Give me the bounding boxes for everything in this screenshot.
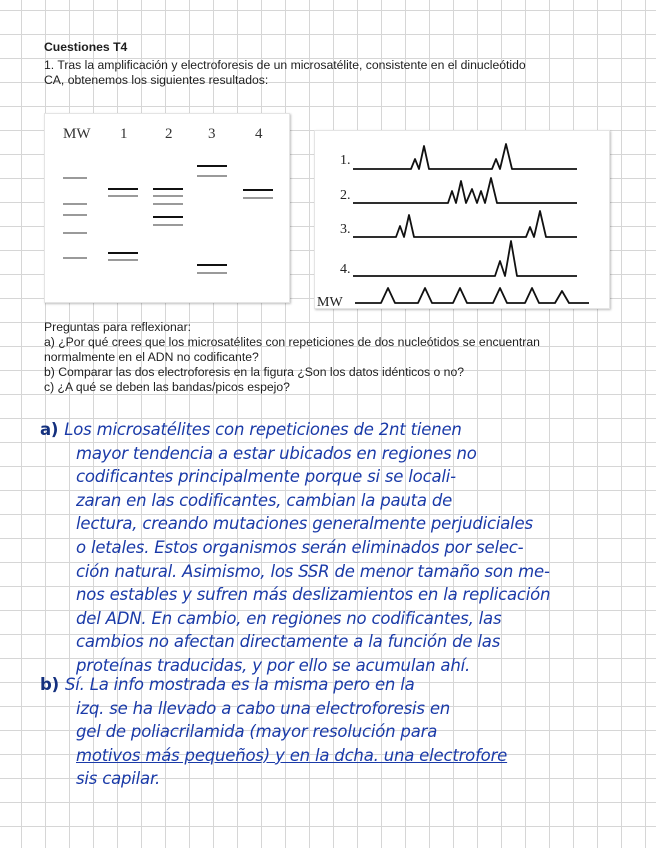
answer-a-line: proteínas traducidas, y por ello se acumulan ahí. (76, 655, 471, 675)
gel-image (45, 114, 289, 302)
trace-label-1: 1. (340, 153, 351, 168)
answer-b-line: Sí. La info mostrada es la misma pero en la (64, 675, 415, 694)
answer-a-line: lectura, creando mutaciones generalmente perjudiciales (76, 514, 533, 534)
answer-a-line: nos estables y sufren más deslizamientos en la replicación (76, 585, 551, 605)
lane-label-1: 1 (120, 126, 128, 142)
answer-b-line: gel de poliacrilamida (mayor resolución para (76, 722, 438, 742)
lane-label-4: 4 (255, 126, 263, 142)
answer-a-line: zaran en las codificantes, cambian la pauta de (76, 490, 453, 510)
trace-mw (355, 288, 589, 303)
answer-a-line: mayor tendencia a estar ubicados en regiones no (76, 443, 477, 463)
trace-label-4: 4. (340, 262, 351, 277)
capillary-electrophoresis-figure (314, 130, 610, 309)
answer-a-line: Los microsatélites con repeticiones de 2nt tienen (64, 420, 462, 439)
question-1 (44, 58, 604, 88)
reflection-questions (44, 320, 604, 395)
trace-label-2: 2. (340, 188, 351, 203)
answer-a-line: ción natural. Asimismo, los SSR de menor tamaño son me- (76, 561, 550, 581)
trace-label-3: 3. (340, 222, 351, 237)
reflection-line: a) ¿Por qué crees que los microsatélites con repeticiones de dos nucleótidos se encuentran (44, 335, 540, 349)
answer-b-line: motivos más pequeños) y en la dcha. una electrofore (76, 745, 508, 765)
lane-label-mw: MW (63, 126, 91, 142)
lane-label-2: 2 (165, 126, 173, 142)
lane-label-3: 3 (208, 126, 216, 142)
question-1-line: CA, obtenemos los siguientes resultados: (44, 73, 269, 87)
answer-a (40, 418, 640, 678)
answer-b-marker: b) (40, 675, 59, 694)
trace-4 (353, 241, 577, 276)
answer-b-line: sis capilar. (76, 769, 161, 789)
reflection-line: b) Comparar las dos electroforesis en la figura ¿Son los datos idénticos o no? (44, 365, 465, 379)
answer-a-line: o letales. Estos organismos serán eliminados por selec- (76, 537, 524, 557)
trace-label-mw: MW (317, 295, 343, 308)
gel-electrophoresis-figure (44, 113, 290, 303)
reflection-line: c) ¿A qué se deben las bandas/picos espejo? (44, 380, 290, 394)
answer-b (40, 673, 640, 791)
answer-b-line: izq. se ha llevado a cabo una electroforesis en (76, 698, 451, 718)
trace-1 (353, 144, 577, 169)
answer-a-line: codificantes principalmente porque si se locali- (76, 467, 456, 487)
answer-a-line: cambios no afectan directamente a la función de las (76, 632, 501, 652)
answer-a-marker: a) (40, 420, 59, 439)
trace-2 (353, 178, 577, 203)
answer-a-line: del ADN. En cambio, en regiones no codificantes, las (76, 608, 502, 628)
reflection-line: normalmente en el ADN no codificante? (44, 350, 259, 364)
question-1-line: 1. Tras la amplificación y electroforesis de un microsatélite, consistente en el dinucleótido (44, 58, 526, 72)
capillary-image (315, 131, 609, 308)
page-title: Cuestiones T4 (44, 40, 128, 54)
reflection-heading: Preguntas para reflexionar: (44, 320, 192, 334)
trace-3 (353, 211, 577, 237)
